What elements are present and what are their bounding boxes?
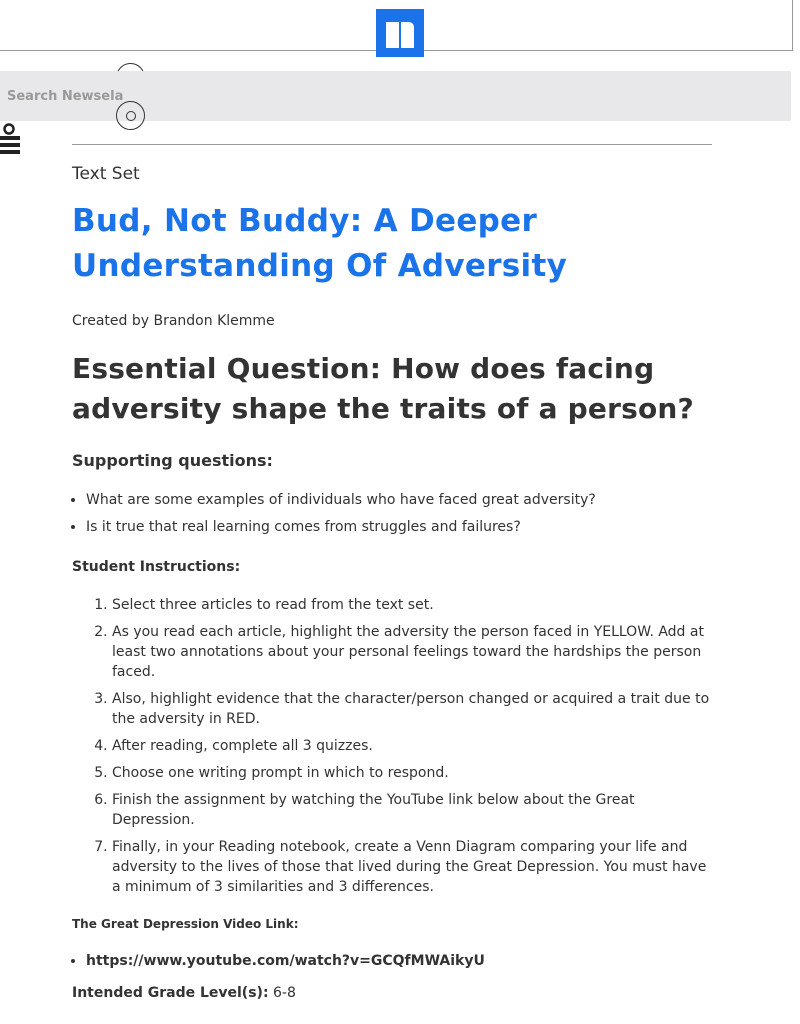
top-navigation-bar	[0, 0, 793, 51]
list-item: 4. After reading, complete all 3 quizzes.	[112, 736, 712, 756]
essential-question: Essential Question: How does facing adversity shape the traits of a person?	[72, 352, 694, 425]
video-link-heading: The Great Depression Video Link:	[72, 917, 299, 931]
header-divider	[72, 144, 712, 145]
search-circle-icon[interactable]	[116, 101, 145, 130]
list-item	[86, 951, 712, 971]
instructions-list	[72, 595, 712, 897]
list-item: 7. Finally, in your Reading notebook, create a Venn Diagram comparing your life and adversity to the lives of those that lived during the Great Depression. You must have a minimum of 3 similarities and 3 differences.	[112, 837, 712, 897]
supporting-questions-list	[72, 490, 712, 537]
list-item: • Is it true that real learning comes from struggles and failures?	[86, 517, 712, 537]
list-item: • What are some examples of individuals who have faced great adversity?	[86, 490, 712, 510]
newsela-logo-icon[interactable]	[376, 9, 424, 57]
list-item: 2. As you read each article, highlight the adversity the person faced in YELLOW. Add at least two annotations about your personal feelings toward the hardships the person faced.	[112, 622, 712, 682]
text-set-content	[72, 160, 712, 1001]
list-item: 3. Also, highlight evidence that the character/person changed or acquired a trait due to the adversity in RED.	[112, 689, 712, 729]
user-menu-icon[interactable]	[0, 123, 22, 157]
list-item: 1. Select three articles to read from the text set.	[112, 595, 712, 615]
content-type-label: Text Set	[72, 164, 140, 184]
grade-level-label: Intended Grade Level(s):	[72, 985, 269, 1001]
list-item: 6. Finish the assignment by watching the YouTube link below about the Great Depression.	[112, 790, 712, 830]
page-title: Bud, Not Buddy: A Deeper Understanding Of Adversity	[72, 203, 568, 284]
author-credit: Created by Brandon Klemme	[72, 313, 275, 329]
list-item: 5. Choose one writing prompt in which to respond.	[112, 763, 712, 783]
instructions-heading: Student Instructions:	[72, 559, 241, 575]
video-links-list	[72, 951, 712, 971]
grade-level	[72, 985, 712, 1001]
youtube-video-link[interactable]: https://www.youtube.com/watch?v=GCQfMWAikyU	[86, 953, 485, 969]
supporting-questions-heading: Supporting questions:	[72, 451, 273, 470]
grade-level-value: 6-8	[273, 985, 296, 1001]
